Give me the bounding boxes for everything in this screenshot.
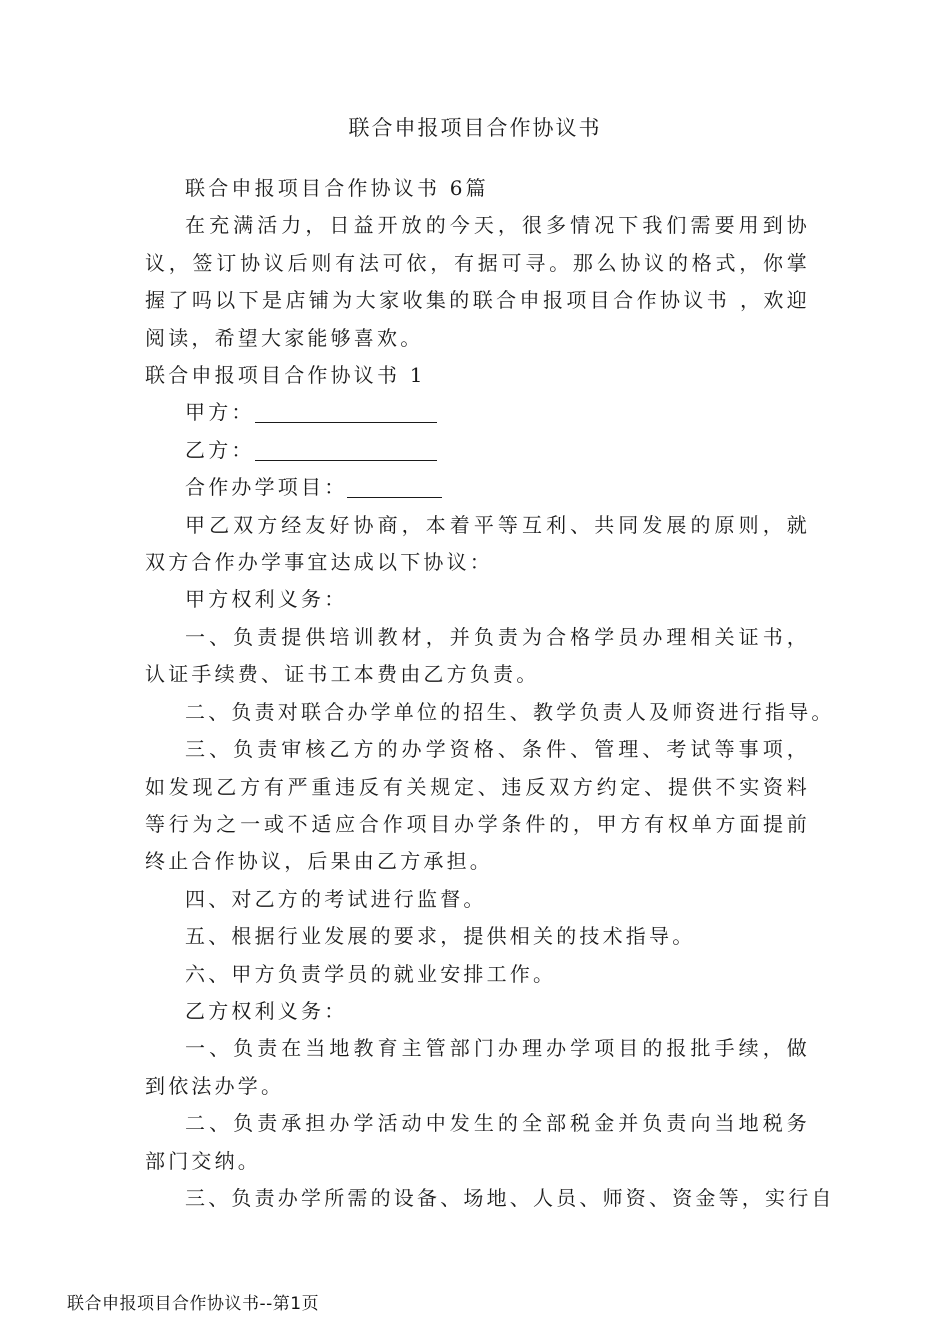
- party-a-duty-6: 六、甲方负责学员的就业安排工作。: [185, 961, 557, 986]
- party-a-label: 甲方：: [185, 400, 255, 425]
- paragraph-agreement: 甲乙双方经友好协商，本着平等互利、共同发展的原则，就双方合作办学事宜达成以下协议：: [145, 512, 810, 575]
- party-b-duty-1: 一、负责在当地教育主管部门办理办学项目的报批手续，做到依法办学。: [145, 1036, 810, 1098]
- party-a-duty-2: 二、负责对联合办学单位的招生、教学负责人及师资进行指导。: [185, 699, 835, 724]
- page-footer: 联合申报项目合作协议书--第1页: [67, 1294, 320, 1314]
- party-a-line: [145, 394, 810, 431]
- document-body: [145, 170, 835, 1217]
- party-b-duty-2: 二、负责承担办学活动中发生的全部税金并负责向当地税务部门交纳。: [145, 1111, 810, 1173]
- project-label: 合作办学项目：: [185, 475, 348, 500]
- paragraph-intro: 在充满活力，日益开放的今天，很多情况下我们需要用到协议，签订协议后则有法可依，有据可寻。那么协议的格式，你掌握了吗以下是店铺为大家收集的联合申报项目合作协议书 ，欢迎阅读，希望大家能够喜欢。: [145, 213, 810, 350]
- party-a-blank: [255, 400, 437, 423]
- party-b-label: 乙方：: [185, 437, 255, 462]
- party-a-duty-4: 四、对乙方的考试进行监督。: [185, 886, 487, 911]
- party-a-duty-1: 一、负责提供培训教材，并负责为合格学员办理相关证书，认证手续费、证书工本费由乙方负责。: [145, 624, 810, 687]
- paragraph-subtitle: 联合申报项目合作协议书 6篇: [185, 176, 489, 200]
- party-b-duty-3: 三、负责办学所需的设备、场地、人员、师资、资金等，实行自: [185, 1185, 835, 1210]
- party-a-duty-5: 五、根据行业发展的要求，提供相关的技术指导。: [185, 924, 696, 949]
- project-blank: [347, 475, 442, 498]
- party-b-duties-heading: 乙方权利义务：: [185, 998, 348, 1023]
- party-b-blank: [255, 438, 437, 461]
- project-line: [145, 469, 810, 506]
- section-heading-1: 联合申报项目合作协议书 1: [145, 363, 426, 388]
- party-a-duties-heading: 甲方权利义务：: [185, 587, 348, 612]
- party-b-line: [145, 432, 810, 469]
- party-a-duty-3: 三、负责审核乙方的办学资格、条件、管理、考试等事项，如发现乙方有严重违反有关规定、违反双方约定、提供不实资料等行为之一或不适应合作项目办学条件的，甲方有权单方面提前终止合作协议，后果由乙方承担。: [145, 737, 810, 874]
- document-title: 联合申报项目合作协议书: [348, 116, 602, 140]
